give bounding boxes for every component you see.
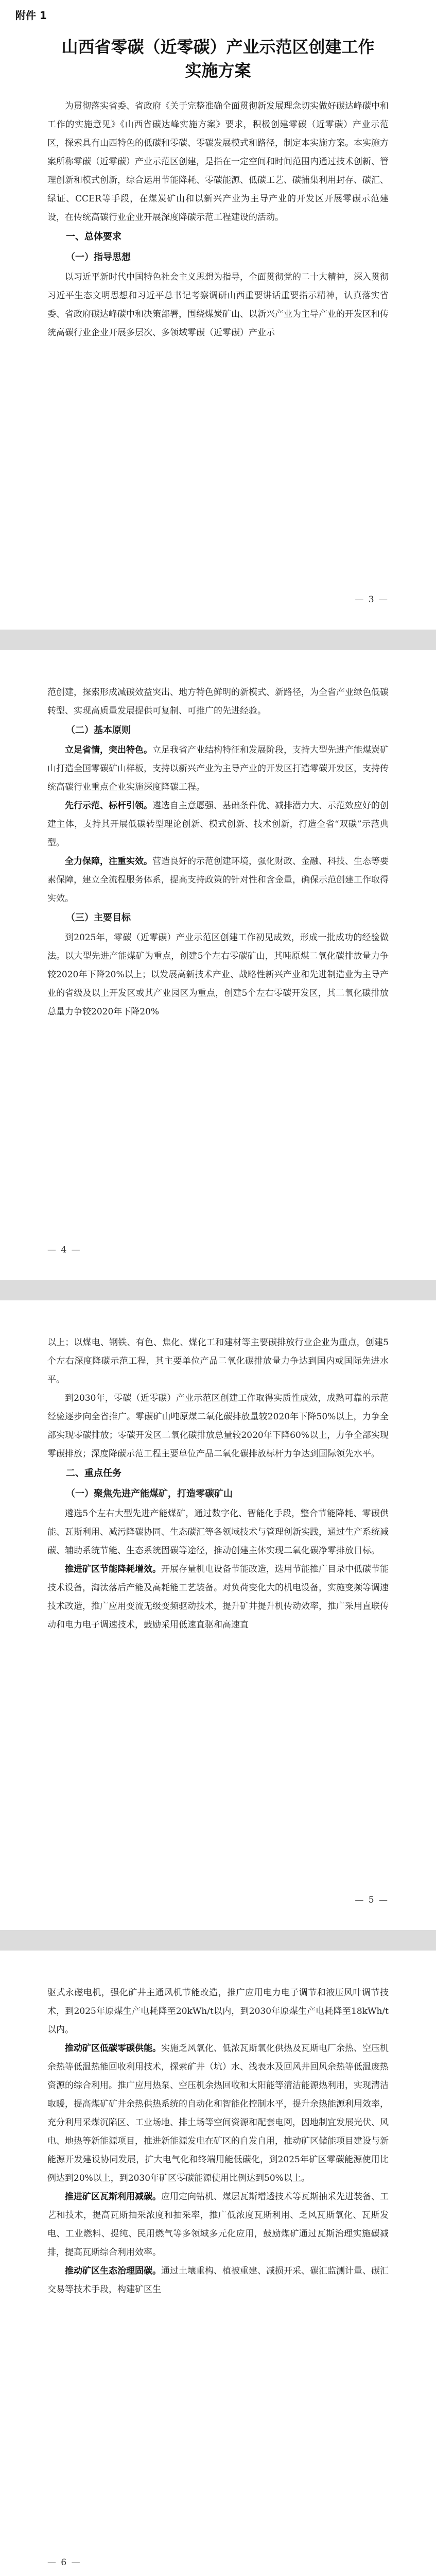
section-heading-overall-requirements: 一、总体要求 — [66, 231, 121, 242]
ecological-restoration-paragraph — [47, 2262, 389, 2299]
annex-label: 附件 1 — [15, 9, 47, 22]
paragraph-lead: 推动矿区生态治理固碳。 — [65, 2266, 161, 2276]
goals-2030-paragraph: 到2030年，零碳（近零碳）产业示范区创建工作取得实质性成效，成熟可靠的示范经验逐步向全省推广。零碳矿山吨原煤二氧化碳排放量较2020年下降50%以上，力争全部实现零碳排放；零碳开发区二氧化碳排放总量较2020年下降60%以上，力争全部实现零碳排放；深度降碳示范工程主要单位产品二氧化碳排放标杆力争达到国际领先水平。 — [47, 1393, 389, 1459]
subsection-heading-zero-carbon-mines: （一）聚焦先进产能煤矿，打造零碳矿山 — [66, 1488, 233, 1499]
page-number: — 4 — — [47, 1245, 81, 1255]
paragraph-lead: 推动矿区低碳零碳供能。 — [65, 2043, 161, 2054]
guiding-ideology-paragraph: 以习近平新时代中国特色社会主义思想为指导，全面贯彻党的二十大精神，深入贯彻习近平生态文明思想和习近平总书记考察调研山西重要讲话重要指示精神，认真落实省委、省政府碳达峰碳中和决策部署，围绕煤炭矿山、以新兴产业为主导产业的开发区和传统高碳行业企业开展多层次、多领域零碳（近零碳）产业示 — [47, 272, 389, 338]
document-page-1 — [0, 0, 436, 630]
page-number: — 6 — — [47, 2557, 81, 2568]
continuation-paragraph: 驱式永磁电机，强化矿井主通风机节能改造，推广应用电力电子调节和液压风叶调节技术，到2025年原煤生产电耗降至20kWh/t以内，到2030年原煤生产电耗降至18kWh/t以内。 — [47, 1988, 389, 2035]
document-title — [47, 35, 389, 82]
principle-paragraph — [47, 741, 389, 796]
principle-lead: 先行示范、标杆引领。 — [65, 801, 152, 811]
principle-paragraph — [47, 852, 389, 908]
document-page-2 — [0, 650, 436, 1280]
zero-carbon-energy-paragraph — [47, 2039, 389, 2188]
paragraph-text: 实施乏风氧化、低浓瓦斯氧化供热及瓦斯电厂余热、空压机余热等低温热能回收利用技术，探索矿井（坑）水、浅表水及回风井回风余热等低温废热资源的综合利用。推广应用热泵、空压机余热回收和太阳能等清洁能源热利用，实现清洁取暖，提高煤矿矿井余热供热系统的自动化和智能化控制水平，提升余热能源利用效率，充分利用采煤沉陷区、工业场地、排土场等空间资源和配套电网，因地制宜发展光伏、风电、地热等新能源项目，推进新能源发电在矿区的自发自用，推动矿区储能项目建设与新能源开发建设协同发展，扩大电气化和终端用能低碳化，到2025年矿区零碳能源使用比例达到20%以上，到2030年矿区零碳能源使用比例达到50%以上。 — [47, 2043, 389, 2183]
principle-text: 立足我省产业结构特征和发展阶段，支持大型先进产能煤炭矿山打造全国零碳矿山样板，支持以新兴产业为主导产业的开发区打造零碳开发区，支持传统高碳行业重点企业实施深度降碳工程。 — [47, 745, 389, 792]
document-page-3 — [0, 1300, 436, 1930]
zero-carbon-mine-paragraph: 遴选5个左右大型先进产能煤矿，通过数字化、智能化手段，整合节能降耗、零碳供能、瓦斯利用、减污降碳协同、生态碳汇等各领域技术与管理创新实践，通过生产系统减碳、辅助系统节能、生态系统固碳等途径，推动创建主体实现二氧化碳净零排放目标。 — [47, 1509, 389, 1556]
principle-lead: 全力保障，注重实效。 — [65, 856, 152, 867]
continuation-paragraph: 以上；以煤电、钢铁、有色、焦化、煤化工和建材等主要碳排放行业企业为重点，创建5个左右深度降碳示范工程，其主要单位产品二氧化碳排放量力争达到国内或国际先进水平。 — [47, 1337, 389, 1385]
document-page-4 — [0, 1951, 436, 2576]
page-number: — 5 — — [355, 1895, 389, 1905]
principle-text: 营造良好的示范创建环境，强化财政、金融、科技、生态等要素保障，建立全流程服务体系，提高支持政策的针对性和含金量，确保示范创建工作取得实效。 — [47, 856, 389, 904]
paragraph-lead: 推进矿区瓦斯利用减碳。 — [65, 2192, 161, 2202]
paragraph-lead: 推进矿区节能降耗增效。 — [65, 1564, 161, 1574]
intro-paragraph: 为贯彻落实省委、省政府《关于完整准确全面贯彻新发展理念切实做好碳达峰碳中和工作的实施意见》《山西省碳达峰实施方案》要求，积极创建零碳（近零碳）产业示范区，探索具有山西特色的低碳和零碳、零碳发展模式和路径，制定本实施方案。本实施方案所称零碳（近零碳）产业示范区创建，是指在一定空间和时间范围内通过技术创新、管理创新和模式创新，综合运用节能降耗、零碳能源、低碳工艺、碳捕集利用封存、碳汇、绿证、CCER等手段，在煤炭矿山和以新兴产业为主导产业的开发区开展零碳示范建设，在传统高碳行业企业开展深度降碳示范工程建设的活动。 — [47, 101, 389, 223]
section-heading-key-tasks: 二、重点任务 — [66, 1468, 121, 1479]
principle-paragraph — [47, 796, 389, 852]
subsection-heading-main-goals: （三）主要目标 — [66, 912, 131, 923]
subsection-heading-basic-principles: （二）基本原则 — [66, 725, 131, 736]
paragraph-text: 通过土壤重构、植被重建、减损开采、碳汇监测计量、碳汇交易等技术手段，构建矿区生 — [47, 2266, 389, 2295]
energy-saving-paragraph — [47, 1560, 389, 1634]
goals-2025-paragraph: 到2025年，零碳（近零碳）产业示范区创建工作初见成效，形成一批成功的经验做法。以大型先进产能煤矿为重点，创建5个左右零碳矿山，其吨原煤二氧化碳排放量力争较2020年下降20%以上；以发展高新技术产业、战略性新兴产业和先进制造业为主导产业的省级及以上开发区或其产业园区为重点，创建5个左右零碳开发区，其二氧化碳排放总量力争较2020年下降20% — [47, 933, 389, 1017]
principle-text: 遴选自主意愿强、基础条件优、减排潜力大、示范效应好的创建主体，支持其开展低碳转型理论创新、模式创新、技术创新，打造全省“双碳”示范典型。 — [47, 801, 389, 848]
title-line-2: 实施方案 — [185, 61, 251, 80]
paragraph-text: 应用定向钻机、煤层瓦斯增透技术等瓦斯抽采先进装备、工艺和技术，提高瓦斯抽采浓度和抽采率，推广低浓度瓦斯利用、乏风瓦斯氧化、瓦斯发电、工业燃料、提纯、民用燃气等多领域多元化应用，鼓励煤矿通过瓦斯治理实施碳减排，提高瓦斯综合利用效率。 — [47, 2192, 389, 2258]
title-line-1: 山西省零碳（近零碳）产业示范区创建工作 — [61, 37, 375, 57]
principle-lead: 立足省情，突出特色。 — [65, 745, 152, 755]
subsection-heading-guiding-ideology: （一）指导思想 — [66, 252, 131, 263]
page-number: — 3 — — [355, 595, 389, 605]
continuation-paragraph: 范创建，探索形成减碳效益突出、地方特色鲜明的新模式、新路径，为全省产业绿色低碳转型、实现高质量发展提供可复制、可推广的先进经验。 — [47, 687, 389, 716]
paragraph-text: 开展存量机电设备节能改造，选用节能推广目录中低碳节能技术设备，淘汰落后产能及高耗能工艺装备。对负荷变化大的机电设备，实施变频等调速技术改造，推广应用变流无级变频驱动技术，提升矿井提升机传动效率，推广采用直联传动和电力电子调速技术，鼓励采用低速直驱和高速直 — [47, 1564, 389, 1630]
gas-utilization-paragraph — [47, 2188, 389, 2262]
